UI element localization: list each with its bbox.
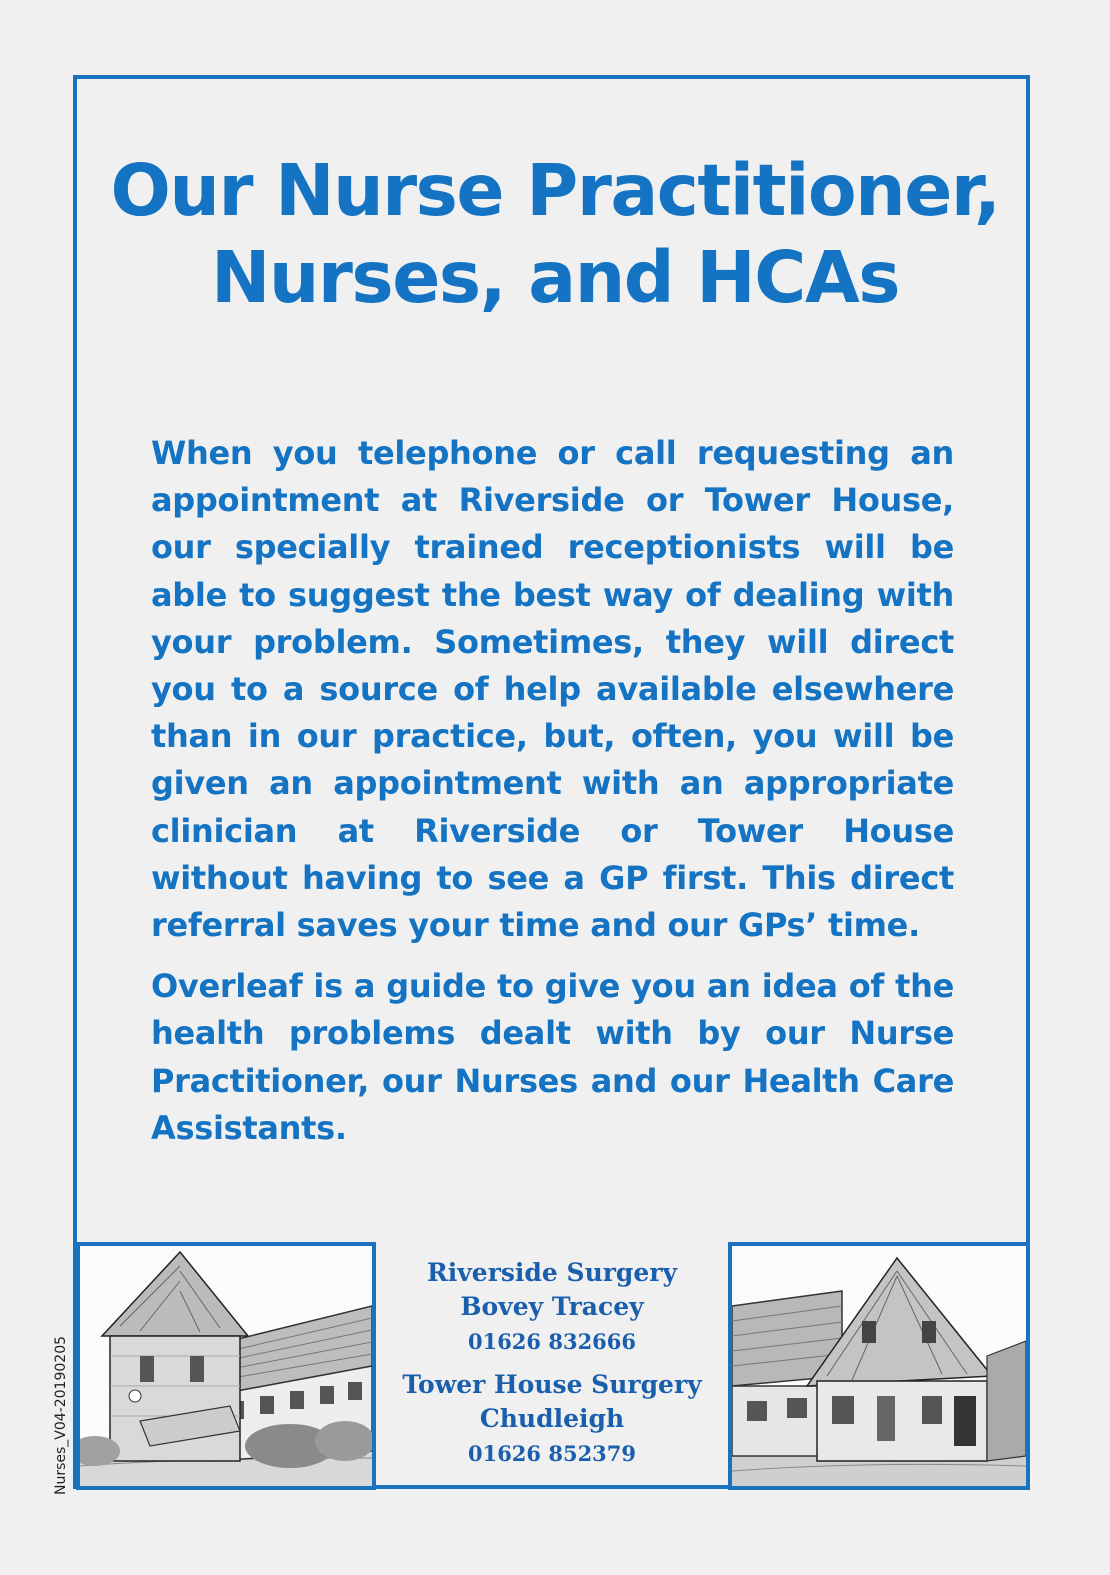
overleaf-paragraph: Overleaf is a guide to give you an idea of the health problems dealt with by our Nurse Practitioner, our Nurses and our Health Care Assistants. [151,967,954,1147]
body-text [151,430,954,1166]
tower-house-phone: 01626 852379 [467,1441,637,1466]
riverside-surgery-image [76,1242,376,1490]
tower-house-name-line-2: Chudleigh [479,1404,625,1433]
tower-house-name-line-1: Tower House Surgery [402,1370,702,1399]
title-line-1: Our Nurse Practitioner, [110,149,1000,232]
title-line-2: Nurses, and HCAs [210,235,900,319]
riverside-name-line-2: Bovey Tracey [460,1292,644,1321]
riverside-phone: 01626 832666 [467,1329,637,1354]
version-code: Nurses_V04-20190205 [53,1335,69,1495]
contact-details [376,1256,728,1480]
page-title [0,148,1110,321]
intro-paragraph: When you telephone or call requesting an appointment at Riverside or Tower House, our specially trained receptionists will be able to suggest the best way of dealing with your problem. Sometimes, they will direct you to a source of help available elsewhere than in our practice, but, often, you will be given an appointment with an appropriate clinician at Riverside or Tower House without having to see a GP first. This direct referral saves your time and our GPs’ time. [151,434,954,945]
tower-house-surgery-image [728,1242,1030,1490]
riverside-name-line-1: Riverside Surgery [426,1258,678,1287]
